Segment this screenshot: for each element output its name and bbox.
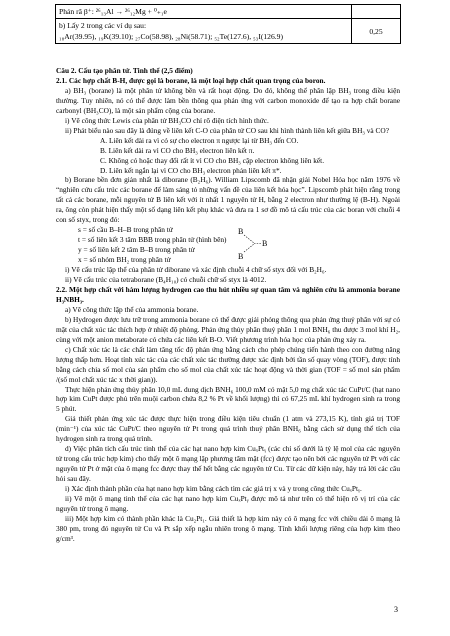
three-center-bond-figure xyxy=(236,225,276,263)
answer-option: B. Liên kết dài ra vì CO cho BH₃ electron liên kết π. xyxy=(100,145,255,155)
answer-option: D. Liên kết ngắn lại vì CO cho BH₃ electron phản liên kết π*. xyxy=(100,165,282,175)
question-block-1 xyxy=(56,76,400,225)
paragraph: b) Borane bền đơn giản nhất là diborane (B₂H₆). William Lipscomb đã nhận giải Nobel Hóa học năm 1976 về “nghiên cứu cấu trúc các borane để làm sáng tỏ những vấn đề của liên kết hóa học”. Lipscomb phát hiện rằng trong tất cả các borane, mỗi nguyên tử B liên kết với ít nhất 1 nguyên tử H, bằng 2 electron như thường lệ (B-H). Ngoài ra, ông còn phát hiện thấy một số dạng liên kết phụ khác và đưa ra 1 sơ đồ mô tả cấu trúc của các boran với chuỗi 4 con số styx, trong đó: xyxy=(56,175,400,225)
boron-label-right: B xyxy=(262,239,268,249)
styx-item-s: s = số cầu B–H–B trong phân tử xyxy=(78,225,173,235)
paragraph: a) Vẽ công thức lập thể của ammonia borane. xyxy=(65,304,199,314)
paragraph: ii) Vẽ cấu trúc của tetraborane (B₄H₁₀) có chuỗi chữ số styx là 4012. xyxy=(65,275,267,285)
paragraph: iii) Một hợp kim có thành phần khác là Cu₂Pt₁. Giả thiết là hợp kim này có ô mạng fcc với chiều dài ô mạng là 380 pm, trong đó nguyên tử Cu và Pt sắp xếp ngẫu nhiên trong ô mạng. Tính khối lượng riêng của hợp kim theo g/cm³. xyxy=(56,513,400,543)
table-cell-content xyxy=(56,19,352,44)
styx-item-y: y = số liên kết 2 tâm B–B trong phân tử xyxy=(78,245,195,255)
table-cell-content: Phản rã β⁺: ²⁶₁₃Al → ²⁶₁₂Mg + ⁰₊₁e xyxy=(56,5,352,19)
table-text: ₁₈Ar(39.95), ₁₉K(39.10); ₂₇Co(58.98), ₂₈Ni(58.71); ₅₂Te(127.6), ₅₃I(126.9) xyxy=(59,32,283,41)
styx-block xyxy=(56,225,400,265)
paragraph: ii) Phát biểu nào sau đây là đúng về liên kết C-O của phân tử CO sau khi hình thành liên kết giữa BH₃ và CO? xyxy=(65,125,389,135)
answer-table xyxy=(55,4,401,44)
section-title: Câu 2. Cấu tạo phân tử. Tinh thể (2,5 điểm) xyxy=(56,66,193,75)
table-row xyxy=(56,5,401,19)
paragraph: i) Vẽ cấu trúc lập thể của phân tử diborane và xác định chuỗi 4 chữ số styx đối với B₂H₆. xyxy=(65,265,327,275)
styx-item-x: x = số nhóm BH₂ trong phân tử xyxy=(78,255,171,265)
bbb-bond-diagram xyxy=(236,225,276,263)
table-text: b) Lấy 2 trong các ví dụ sau: xyxy=(59,21,147,30)
styx-item-t: t = số liên kết 3 tâm BBB trong phân tử (hình bên) xyxy=(78,235,227,245)
main-content xyxy=(56,66,400,544)
section-heading: 2.1. Các hợp chất B-H, được gọi là borane, là một loại hợp chất quan trọng của boron. xyxy=(56,75,326,85)
table-cell-score-empty xyxy=(352,5,401,19)
paragraph: c) Chất xúc tác là các chất làm tăng tốc độ phản ứng bằng cách cho phép chúng tiến hành theo con đường năng lượng thấp hơn. Hoạt tính xúc tác của các chất xúc tác thường được xác định bởi tần số quay vòng (TOF), được tính bằng cách chia số mol của sản phẩm cho số mol của chất xúc tác hoạt động và thời gian (TOF = số mol sản phẩm /(số mol chất xúc tác x thời gian)). xyxy=(56,344,400,384)
styx-list xyxy=(56,225,400,265)
paragraph: Giả thiết phản ứng xúc tác được thực hiện trong điều kiện tiêu chuẩn (1 atm và 273,15 K), tính giá trị TOF (min⁻¹) của xúc tác CuPt/C theo nguyên tử Pt trong quá trình thuỷ phân BNH₆ bằng cách sử dụng thể tích của hydrogen sinh ra trong quá trình. xyxy=(56,414,400,444)
answer-option: C. Không có hoặc thay đổi rất ít vì CO cho BH₃ cặp electron không liên kết. xyxy=(100,155,325,165)
paragraph: ii) Vẽ một ô mạng tinh thể của các hạt nano hợp kim CuₓPtᵧ được mô tả như trên có thể hiện rõ vị trí của các nguyên tử trong ô mạng. xyxy=(56,493,400,513)
section-heading: 2.2. Một hợp chất với hàm lượng hydrogen cao thu hút nhiều sự quan tâm và nghiên cứu là ammonia borane H₃NBH₃. xyxy=(56,284,400,304)
table-row xyxy=(56,19,401,44)
boron-label-bottom: B xyxy=(238,252,244,262)
table-cell-score: 0,25 xyxy=(352,19,401,44)
boron-label-top: B xyxy=(238,227,244,237)
page-number: 3 xyxy=(394,605,398,614)
paragraph: b) Hydrogen được lưu trữ trong ammonia borane có thể được giải phóng thông qua phản ứng thuỷ phân với sự có mặt của chất xúc tác thích hợp ở nhiệt độ phòng. Phản ứng thủy phân thuỷ phân 1 mol BNH₆ thu được 3 mol khí H₂, cùng với một anion metaborate có chứa các liên kết B-O. Viết phương trình hóa học của phản ứng xảy ra. xyxy=(56,314,400,344)
paragraph: d) Việc phân tích cấu trúc tinh thể của các hạt nano hợp kim CuₓPtᵧ (các chỉ số dưới là tỷ lệ mol của các nguyên tử trong cấu trúc hợp kim) cho thấy một ô mạng lập phương tâm mặt (fcc) được tạo nên bởi các nguyên tử Pt với các nguyên tử Pt ở mặt của ô mạng fcc được thay thế hết bằng các nguyên tử Cu. Từ các dữ kiện này, hãy trả lời các câu hỏi sau đây. xyxy=(56,444,400,484)
paragraph: i) Vẽ công thức Lewis của phân tử BH₃CO chỉ rõ điện tích hình thức. xyxy=(65,115,269,125)
paragraph: i) Xác định thành phần của hạt nano hợp kim bằng cách tìm các giá trị x và y trong công thức CuₓPtᵧ. xyxy=(65,484,362,494)
answer-option: A. Liên kết dài ra vì có sự cho electron π ngược lại từ BH₃ đến CO. xyxy=(100,135,299,145)
question-block-2 xyxy=(56,265,400,544)
paragraph: Thực hiện phản ứng thủy phân 10,0 mL dung dịch BNH₆ 100,0 mM có mặt 5,0 mg chất xúc tác CuPt/C (hạt nano hợp kim CuPt được phủ trên muội carbon chứa 8,2 % Pt về khối lượng) thì có 67,25 mL khí hydrogen sinh ra trong 5 phút. xyxy=(56,384,400,414)
paragraph: a) BH₃ (borane) là một phân tử không bền và rất hoạt động. Do đó, không thể phân lập BH₃ trong điều kiện thường. Tuy nhiên, nó có thể được làm bền thông qua phản ứng với carbon monoxide để tạo ra hợp chất borane carbonyl (BH₃CO), là một sản phẩm cộng của borane. xyxy=(56,85,400,115)
